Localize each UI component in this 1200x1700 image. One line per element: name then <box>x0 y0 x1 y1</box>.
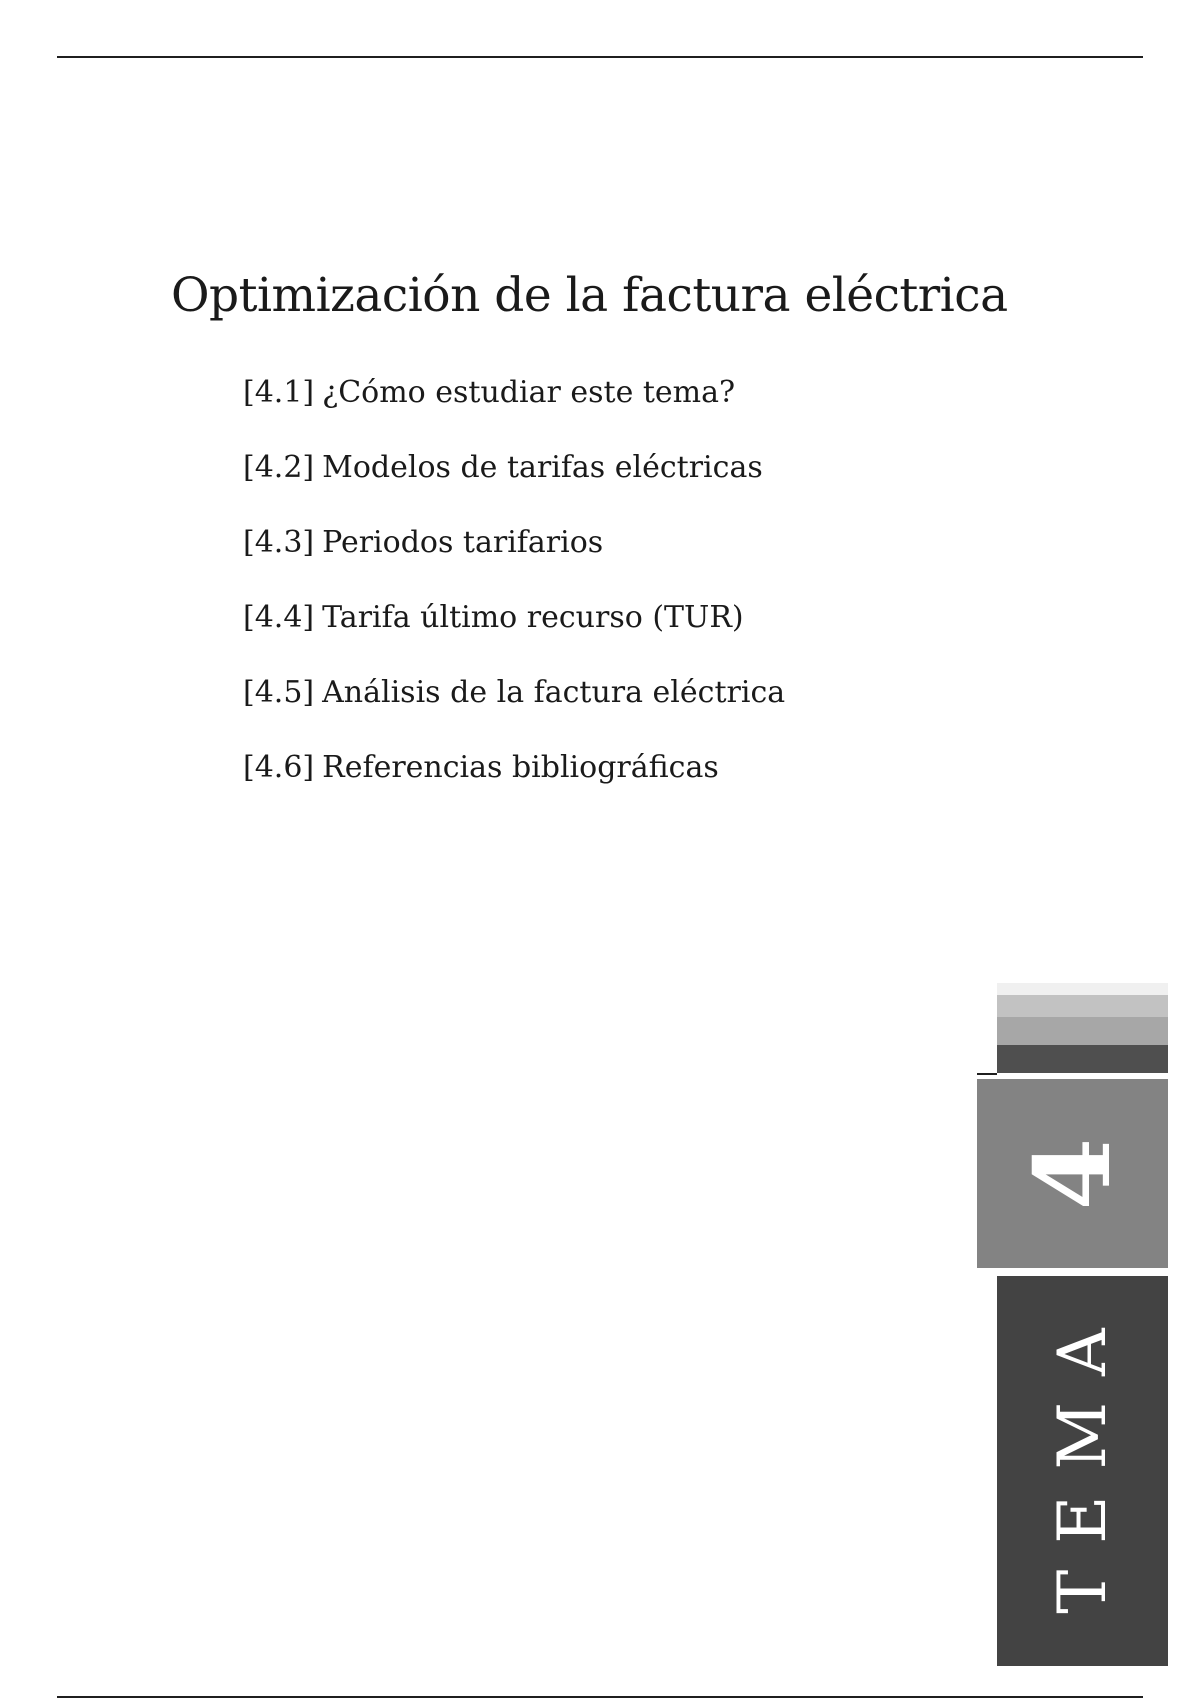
header-rule <box>57 56 1143 58</box>
toc-item-label: Modelos de tarifas eléctricas <box>322 450 763 485</box>
toc-item-number: [4.2] <box>243 450 315 485</box>
tab-strip-mid <box>997 995 1168 1017</box>
toc-item <box>243 445 785 520</box>
toc-item-label: Tarifa último recurso (TUR) <box>322 600 744 635</box>
tab-divider <box>977 1073 997 1075</box>
toc-item <box>243 370 785 445</box>
toc-item <box>243 745 785 820</box>
page-title: Optimización de la factura eléctrica <box>171 268 1008 323</box>
tab-strip-light <box>997 983 1168 995</box>
toc-item-label: ¿Cómo estudiar este tema? <box>322 375 736 410</box>
toc-item <box>243 670 785 745</box>
toc-item <box>243 520 785 595</box>
toc-item-label: Periodos tarifarios <box>322 525 604 560</box>
toc-item-number: [4.4] <box>243 600 315 635</box>
chapter-label-box <box>997 1276 1168 1666</box>
chapter-label: TEMA <box>1043 1302 1121 1614</box>
tab-strip-dark <box>997 1045 1168 1073</box>
table-of-contents <box>243 370 785 820</box>
tab-strip-mid-dark <box>997 1017 1168 1045</box>
chapter-number-box <box>977 1077 1168 1268</box>
chapter-number: 4 <box>1010 1137 1134 1210</box>
toc-item-label: Análisis de la factura eléctrica <box>322 675 786 710</box>
footer-rule <box>57 1696 1143 1698</box>
toc-item-number: [4.3] <box>243 525 315 560</box>
toc-item-number: [4.6] <box>243 750 315 785</box>
toc-item-number: [4.1] <box>243 375 315 410</box>
toc-item <box>243 595 785 670</box>
toc-item-label: Referencias bibliográficas <box>322 750 719 785</box>
toc-item-number: [4.5] <box>243 675 315 710</box>
